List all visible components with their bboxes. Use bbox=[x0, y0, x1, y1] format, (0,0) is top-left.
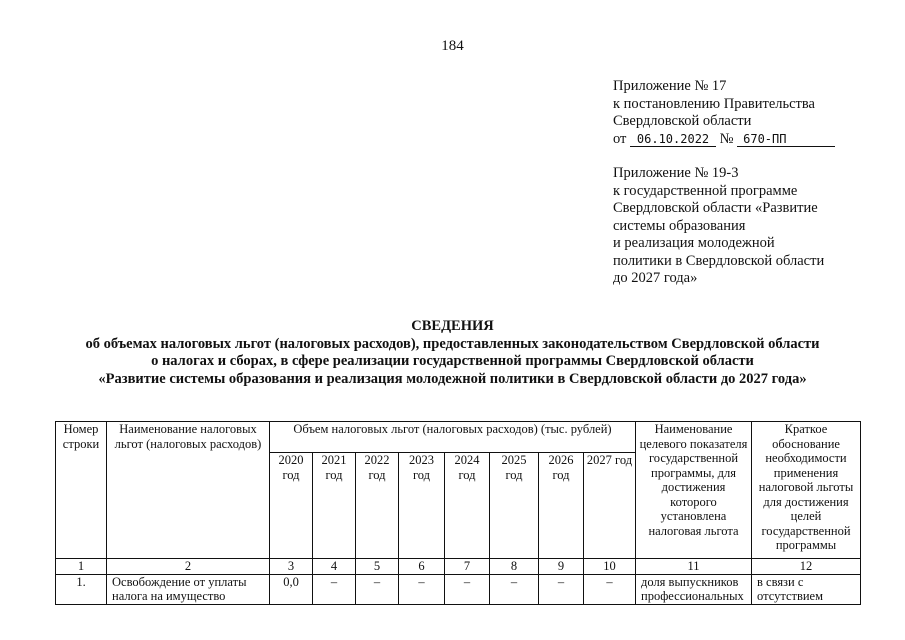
appendix-19-line: политики в Свердловской области bbox=[613, 252, 825, 269]
row-value: – bbox=[490, 574, 539, 604]
appendix-17-title: Приложение № 17 bbox=[613, 78, 727, 94]
document-title bbox=[0, 318, 905, 388]
row-number: 1. bbox=[56, 574, 107, 604]
column-number: 8 bbox=[490, 559, 539, 575]
row-value: – bbox=[356, 574, 399, 604]
resolution-date: 06.10.2022 bbox=[630, 132, 716, 147]
row-value: 0,0 bbox=[270, 574, 313, 604]
column-number: 10 bbox=[584, 559, 636, 575]
table-row bbox=[56, 574, 861, 604]
header-year: 2025 год bbox=[490, 453, 539, 559]
row-value: – bbox=[539, 574, 584, 604]
row-value: – bbox=[313, 574, 356, 604]
column-number: 1 bbox=[56, 559, 107, 575]
header-year: 2023 год bbox=[399, 453, 445, 559]
document-subtitle: о налогах и сборах, в сфере реализации государственной программы Свердловской области bbox=[151, 353, 754, 369]
document-subtitle: «Развитие системы образования и реализация молодежной политики в Свердловской области до 2027 года» bbox=[98, 370, 807, 387]
appendix-17-line: Свердловской области bbox=[613, 113, 752, 129]
header-target-indicator: Наименование целевого показателя государственной программы, для достижения которого установлена налоговая льгота bbox=[636, 422, 752, 559]
column-number: 3 bbox=[270, 559, 313, 575]
row-value: – bbox=[399, 574, 445, 604]
appendix-17-date-line bbox=[613, 131, 835, 149]
appendix-19-line: и реализация молодежной bbox=[613, 235, 775, 251]
header-justification: Краткое обоснование необходимости применения налоговой льготы для достижения целей государственной программы bbox=[752, 422, 861, 559]
number-prefix: № bbox=[719, 130, 734, 147]
tax-benefits-table bbox=[55, 421, 861, 605]
column-number: 6 bbox=[399, 559, 445, 575]
row-indicator: доля выпускников профессиональных bbox=[636, 574, 752, 604]
header-year: 2026 год bbox=[539, 453, 584, 559]
header-row-number: Номер строки bbox=[56, 422, 107, 559]
appendix-17-block bbox=[613, 78, 835, 148]
header-year: 2022 год bbox=[356, 453, 399, 559]
header-year: 2027 год bbox=[584, 453, 636, 559]
row-value: – bbox=[584, 574, 636, 604]
header-year: 2020 год bbox=[270, 453, 313, 559]
row-justification: в связи с отсутствием bbox=[752, 574, 861, 604]
appendix-19-line: до 2027 года» bbox=[613, 270, 698, 286]
column-number: 11 bbox=[636, 559, 752, 575]
header-year: 2021 год bbox=[313, 453, 356, 559]
column-number: 9 bbox=[539, 559, 584, 575]
appendix-19-line: к государственной программе bbox=[613, 182, 798, 199]
header-year: 2024 год bbox=[445, 453, 490, 559]
date-prefix: от bbox=[613, 130, 627, 147]
row-value: – bbox=[445, 574, 490, 604]
appendix-19-line: Свердловской области «Развитие bbox=[613, 200, 818, 216]
page-number: 184 bbox=[441, 38, 464, 54]
column-number: 7 bbox=[445, 559, 490, 575]
appendix-19-block bbox=[613, 165, 824, 288]
document-heading: СВЕДЕНИЯ bbox=[411, 318, 494, 334]
column-number: 5 bbox=[356, 559, 399, 575]
row-benefit-name: Освобождение от уплаты налога на имущество bbox=[107, 574, 270, 604]
appendix-19-line: системы образования bbox=[613, 217, 746, 234]
document-subtitle: об объемах налоговых льгот (налоговых расходов), предоставленных законодательством Свердловской области bbox=[85, 335, 820, 352]
header-volume: Объем налоговых льгот (налоговых расходов) (тыс. рублей) bbox=[270, 422, 636, 453]
appendix-19-line: Приложение № 19-3 bbox=[613, 165, 739, 181]
appendix-17-line: к постановлению Правительства bbox=[613, 95, 815, 112]
column-number: 2 bbox=[107, 559, 270, 575]
column-number: 4 bbox=[313, 559, 356, 575]
column-number: 12 bbox=[752, 559, 861, 575]
resolution-number: 670-ПП bbox=[737, 132, 835, 147]
header-benefit-name: Наименование налоговых льгот (налоговых расходов) bbox=[107, 422, 270, 559]
